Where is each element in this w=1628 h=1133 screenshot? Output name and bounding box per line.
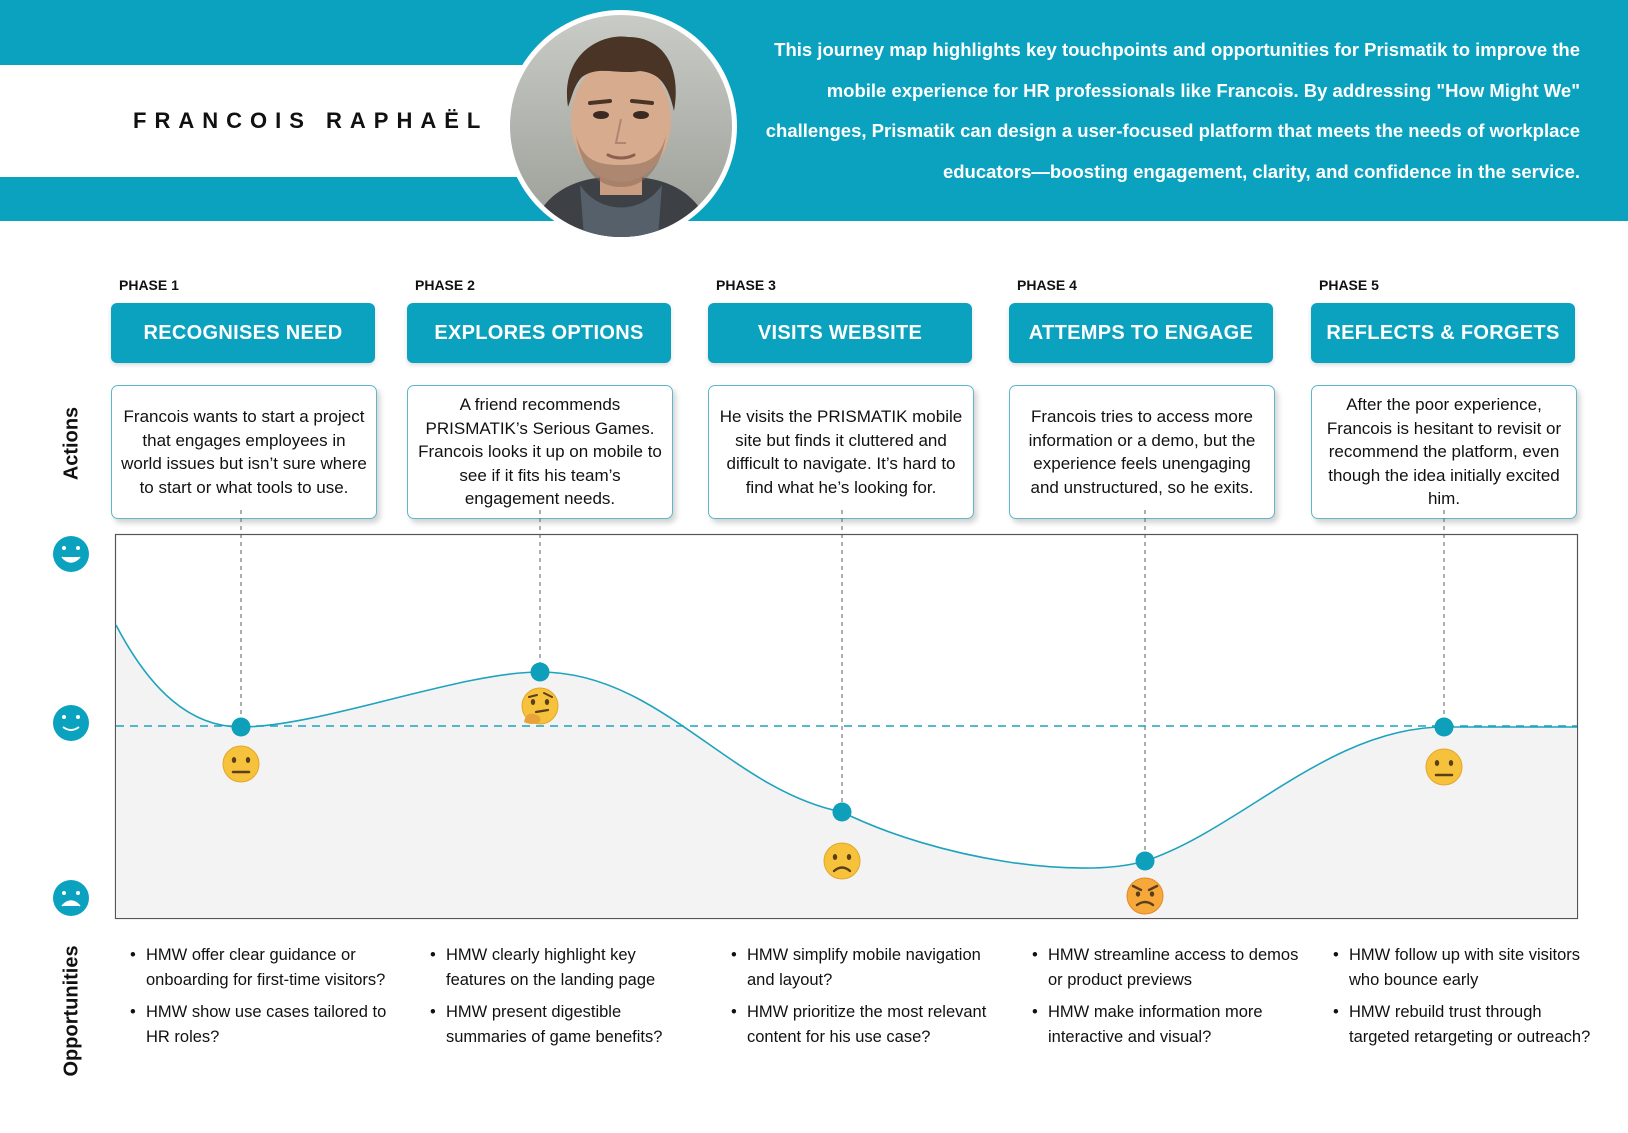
- avatar-photo: [510, 15, 732, 237]
- phase-title: REFLECTS & FORGETS: [1311, 303, 1575, 363]
- opportunity-item: • HMW clearly highlight key features on the landing page: [446, 943, 698, 992]
- action-card: After the poor experience, Francois is hesitant to revisit or recommend the platform, even though the idea initially excited him.: [1311, 385, 1577, 519]
- persona-name: FRANCOIS RAPHAËL: [133, 108, 489, 133]
- opportunities-column-4: [1030, 943, 1300, 1057]
- curve-point-5: [1435, 718, 1454, 737]
- opportunity-item: • HMW present digestible summaries of game benefits?: [446, 1000, 698, 1049]
- opportunities-column-5: [1331, 943, 1601, 1057]
- curve-fill: [116, 625, 1577, 918]
- action-card: A friend recommends PRISMATIK’s Serious Games. Francois looks it up on mobile to see if it fits his team’s engagement needs.: [407, 385, 673, 519]
- opportunity-item: • HMW make information more interactive and visual?: [1048, 1000, 1300, 1049]
- opportunity-item: • HMW prioritize the most relevant content for his use case?: [747, 1000, 999, 1049]
- curve-point-1: [232, 718, 251, 737]
- worried-face-icon: [824, 843, 860, 879]
- chart-frame: [116, 535, 1578, 919]
- neutral-face-icon: [1426, 749, 1462, 785]
- action-card: Francois tries to access more information or a demo, but the experience feels unengaging and unstructured, so he exits.: [1009, 385, 1275, 519]
- phase-number: PHASE 5: [1319, 277, 1379, 293]
- emotion-curve: [116, 625, 1577, 868]
- opportunities-label: Opportunities: [60, 945, 83, 1077]
- happy-scale-icon: [53, 536, 89, 572]
- opportunity-item: • HMW streamline access to demos or product previews: [1048, 943, 1300, 992]
- phase-number: PHASE 2: [415, 277, 475, 293]
- intro-text: This journey map highlights key touchpoints and opportunities for Prismatik to improve the mobile experience for HR professionals like Francois. By addressing "How Might We" challenges, Prismatik can design a user-focused platform that meets the needs of workplace educators—boosting engagement, clarity, and confidence in the service.: [765, 39, 1580, 182]
- opportunity-item: • HMW follow up with site visitors who bounce early: [1349, 943, 1601, 992]
- persona-avatar: [505, 10, 737, 242]
- curve-point-2: [531, 663, 550, 682]
- opportunity-item: • HMW rebuild trust through targeted retargeting or outreach?: [1349, 1000, 1601, 1049]
- opportunity-item: • HMW offer clear guidance or onboarding for first-time visitors?: [146, 943, 398, 992]
- neutral-scale-icon: [53, 705, 89, 741]
- thinking-face-icon: [522, 688, 558, 724]
- sad-scale-icon: [53, 880, 89, 916]
- phase-title: EXPLORES OPTIONS: [407, 303, 671, 363]
- curve-point-4: [1136, 852, 1155, 871]
- actions-label: Actions: [60, 406, 83, 481]
- angry-face-icon: [1127, 878, 1163, 914]
- opportunities-column-2: [428, 943, 698, 1057]
- phase-number: PHASE 3: [716, 277, 776, 293]
- phase-title: VISITS WEBSITE: [708, 303, 972, 363]
- curve-point-3: [833, 803, 852, 822]
- action-card: He visits the PRISMATIK mobile site but finds it cluttered and difficult to navigate. It’s hard to find what he’s looking for.: [708, 385, 974, 519]
- opportunities-column-3: [729, 943, 999, 1057]
- neutral-face-icon: [223, 746, 259, 782]
- opportunities-column-1: [128, 943, 398, 1057]
- opportunity-item: • HMW simplify mobile navigation and layout?: [747, 943, 999, 992]
- phase-title: ATTEMPS TO ENGAGE: [1009, 303, 1273, 363]
- phase-number: PHASE 4: [1017, 277, 1077, 293]
- phase-number: PHASE 1: [119, 277, 179, 293]
- action-card: Francois wants to start a project that engages employees in world issues but isn’t sure where to start or what tools to use.: [111, 385, 377, 519]
- phase-title: RECOGNISES NEED: [111, 303, 375, 363]
- opportunity-item: • HMW show use cases tailored to HR roles?: [146, 1000, 398, 1049]
